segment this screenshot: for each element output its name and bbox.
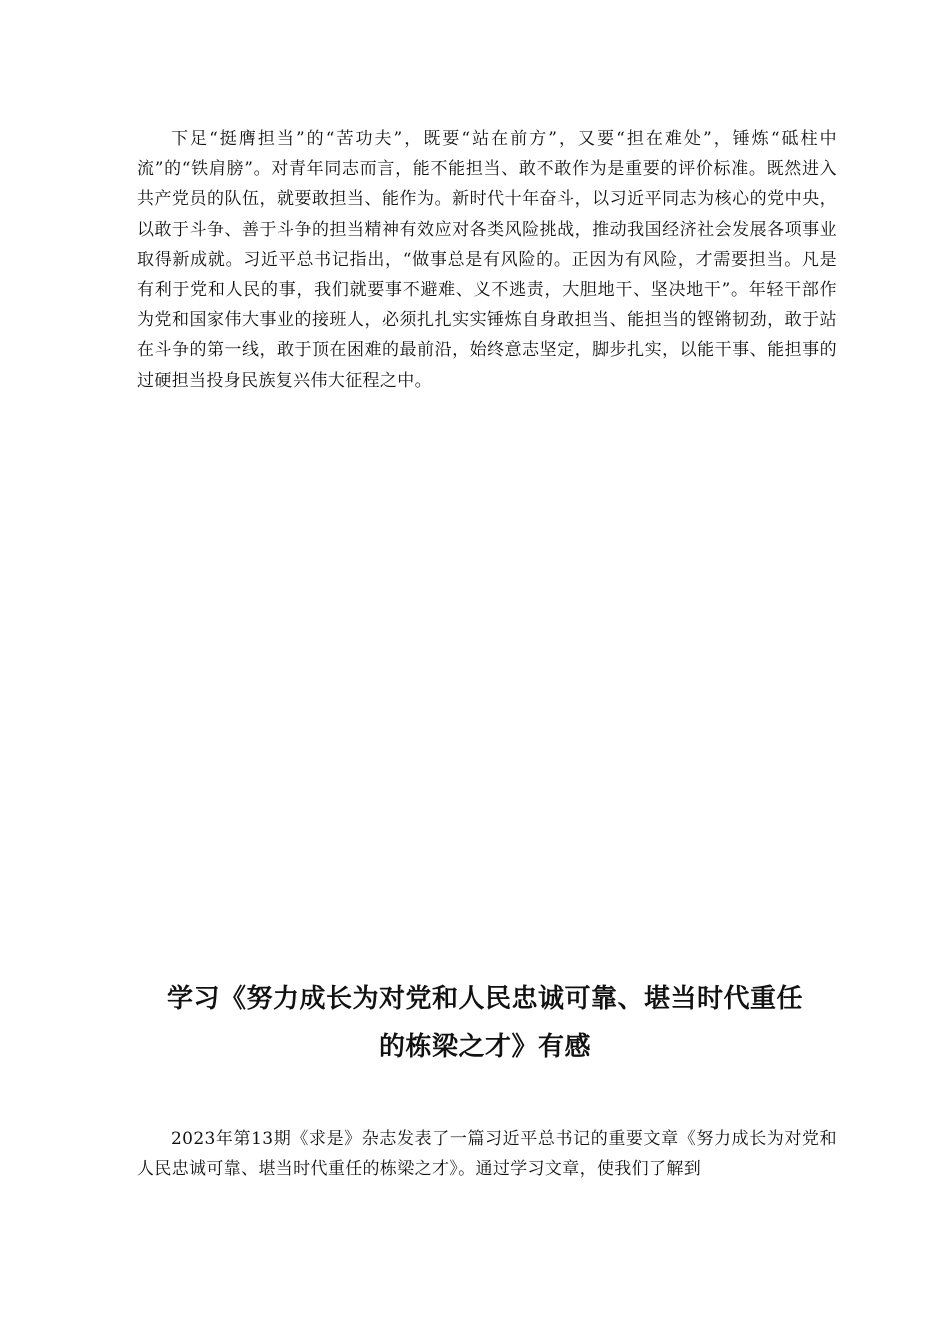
intro-paragraph: 2023年第13期《求是》杂志发表了一篇习近平总书记的重要文章《努力成长为对党和人民忠诚可靠、堪当时代重任的栋梁之才》。通过学习文章，使我们了解到	[137, 1129, 837, 1180]
article-title	[120, 975, 850, 1071]
body-paragraph-continued: 下足“挺膺担当”的“苦功夫”，既要“站在前方”，又要“担在难处”，锤炼“砥柱中流”的“铁肩膀”。对青年同志而言，能不能担当、敢不敢作为是重要的评价标准。既然进入共产党员的队伍，就要敢担当、能作为。新时代十年奋斗，以习近平同志为核心的党中央，以敢于斗争、善于斗争的担当精神有效应对各类风险挑战，推动我国经济社会发展各项事业取得新成就。习近平总书记指出，“做事总是有风险的。正因为有风险，才需要担当。凡是有利于党和人民的事，我们就要事不避难、义不逃责，大胆地干、坚决地干”。年轻干部作为党和国家伟大事业的接班人，必须扎扎实实锤炼自身敢担当、能担当的铿锵韧劲，敢于站在斗争的第一线，敢于顶在困难的最前沿，始终意志坚定，脚步扎实，以能干事、能担事的过硬担当投身民族复兴伟大征程之中。	[137, 129, 837, 391]
article-title-line-2: 的栋梁之才》有感	[378, 1032, 591, 1062]
article-title-line-1: 学习《努力成长为对党和人民忠诚可靠、堪当时代重任	[166, 984, 803, 1014]
